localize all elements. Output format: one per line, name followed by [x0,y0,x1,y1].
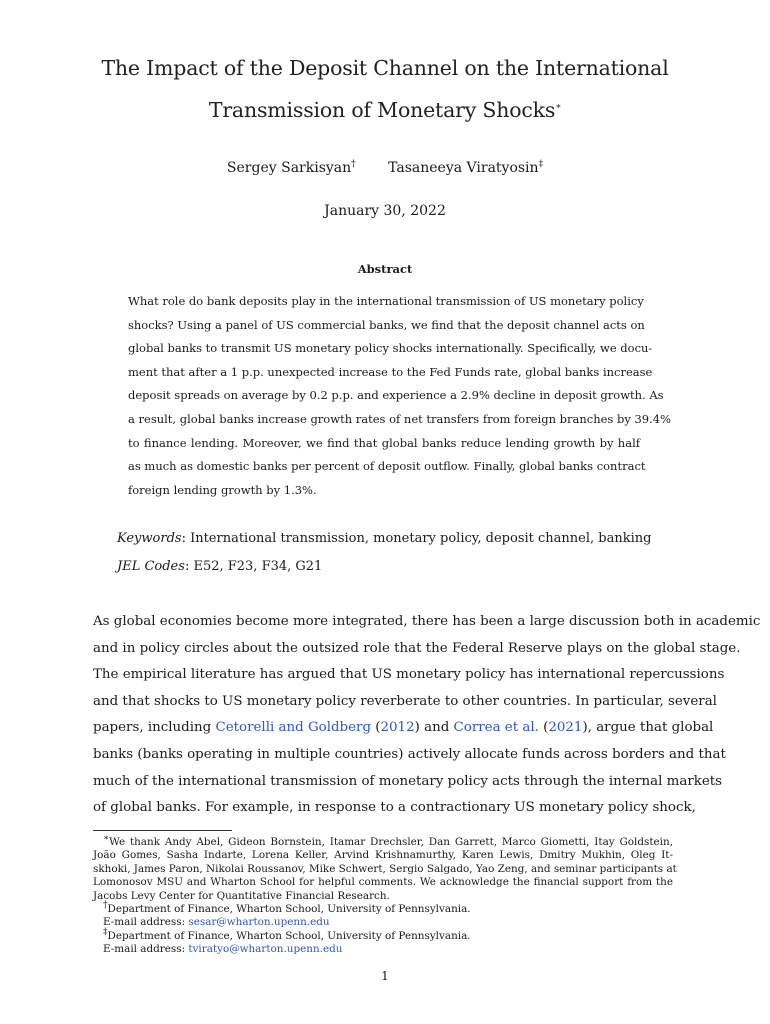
footnote-2-text: Department of Finance, Wharton School, University of Pennsylvania. [107,902,471,915]
abstract-line: shocks? Using a panel of US commercial banks, we find that the deposit channel acts on [128,317,645,332]
author-1 [227,160,356,176]
footnote-3-email [93,943,673,956]
keywords [117,531,651,546]
footnote-1-line: skhoki, James Paron, Nikolai Roussanov, Mike Schwert, Sergio Salgado, Yao Zeng, and seminar participants at [93,862,677,875]
email-label: E-mail address: [103,916,189,929]
citation-link-correa[interactable]: Correa et al. [453,720,539,736]
jel-codes-text: : E52, F23, F34, G21 [184,559,323,574]
footnote-1-line: Jacobs Levy Center for Quantitative Financial Research. [93,889,390,902]
email-link-viratyosin[interactable]: tviratyo@wharton.upenn.edu [188,943,343,956]
jel-codes-label: JEL Codes [117,559,185,574]
footnotes [93,833,677,957]
body-line: of global banks. For example, in response to a contractionary US monetary policy shock, [93,800,696,816]
paper-title-line-2 [0,98,770,122]
footnote-1-mark: ∗ [103,833,110,844]
abstract-line: ment that after a 1 p.p. unexpected increase to the Fed Funds rate, global banks increase [128,364,653,379]
paper-title-line-1: The Impact of the Deposit Channel on the International [101,56,669,80]
abstract-line: foreign lending growth by 1.3%. [128,482,317,497]
body-line: much of the international transmission of monetary policy acts through the internal markets [93,773,723,789]
abstract-line: to finance lending. Moreover, we find that global banks reduce lending growth by half [128,435,640,450]
abstract-line: global banks to transmit US monetary policy shocks internationally. Specifically, we docu- [128,341,653,356]
body-line-with-citations: papers, including Cetorelli and Goldberg (2012) and Correa et al. (2021), argue that global [93,720,714,736]
footnote-1-line: João Gomes, Sasha Indarte, Lorena Keller, Arvind Krishnamurthy, Karen Lewis, Dmitry Mukhin, Oleg It- [93,849,673,862]
author-1-name: Sergey Sarkisyan [226,160,352,176]
body-text-fragment: papers, including [93,720,216,736]
footnote-2-email [93,916,673,929]
page-number: 1 [381,969,389,983]
body-line: and that shocks to US monetary policy reverberate to other countries. In particular, several [93,693,717,709]
footnote-1-line [93,833,673,849]
citation-year-link[interactable]: 2012 [380,720,415,736]
footnote-2 [93,900,673,916]
abstract-line: deposit spreads on average by 0.2 p.p. and experience a 2.9% decline in deposit growth. As [128,388,664,403]
introduction-body [93,609,761,822]
paper-title-text: Transmission of Monetary Shocks [208,98,556,122]
footnote-3 [93,927,673,943]
body-line: banks (banks operating in multiple countries) actively allocate funds across borders and that [93,746,726,762]
author-2-name: Tasaneeya Viratyosin [388,160,539,176]
email-link-sarkisyan[interactable]: sesar@wharton.upenn.edu [188,916,330,929]
footnote-3-text: Department of Finance, Wharton School, University of Pennsylvania. [107,929,471,942]
body-line: and in policy circles about the outsized role that the Federal Reserve plays on the global stage. [93,640,741,656]
footnote-2-mark: † [103,900,108,911]
author-2 [388,160,543,176]
citation-link-cetorelli-goldberg[interactable]: Cetorelli and Goldberg [215,720,372,736]
body-line: As global economies become more integrated, there has been a large discussion both in academic [93,614,761,629]
author-list [0,160,770,176]
abstract-line: What role do bank deposits play in the international transmission of US monetary policy [128,294,644,308]
abstract-line: a result, global banks increase growth rates of net transfers from foreign branches by 39.4% [128,411,672,426]
author-1-mark: † [351,159,356,170]
abstract-heading: Abstract [357,262,413,276]
jel-codes [117,559,322,574]
body-text-fragment: , argue that global [587,720,714,736]
title-footnote-mark: ∗ [555,102,562,113]
footnote-1-text: We thank Andy Abel, Gideon Bornstein, Itamar Drechsler, Dan Garrett, Marco Giometti, Itay Goldstein, [109,836,673,848]
keywords-label: Keywords [117,531,182,546]
author-2-mark: ‡ [538,159,544,170]
abstract-line: as much as domestic banks per percent of deposit outflow. Finally, global banks contract [128,459,646,474]
body-text-fragment: and [419,720,454,736]
footnote-divider [93,830,232,831]
footnote-3-mark: ‡ [103,927,108,938]
paper-date: January 30, 2022 [324,203,446,219]
abstract-body [128,290,672,502]
keywords-text: : International transmission, monetary policy, deposit channel, banking [181,531,652,546]
email-label: E-mail address: [103,943,189,956]
footnote-1-line: Lomonosov MSU and Wharton School for helpful comments. We acknowledge the financial support from the [93,876,673,889]
citation-year-link[interactable]: 2021 [548,720,583,736]
body-line: The empirical literature has argued that US monetary policy has international repercussions [93,667,725,683]
